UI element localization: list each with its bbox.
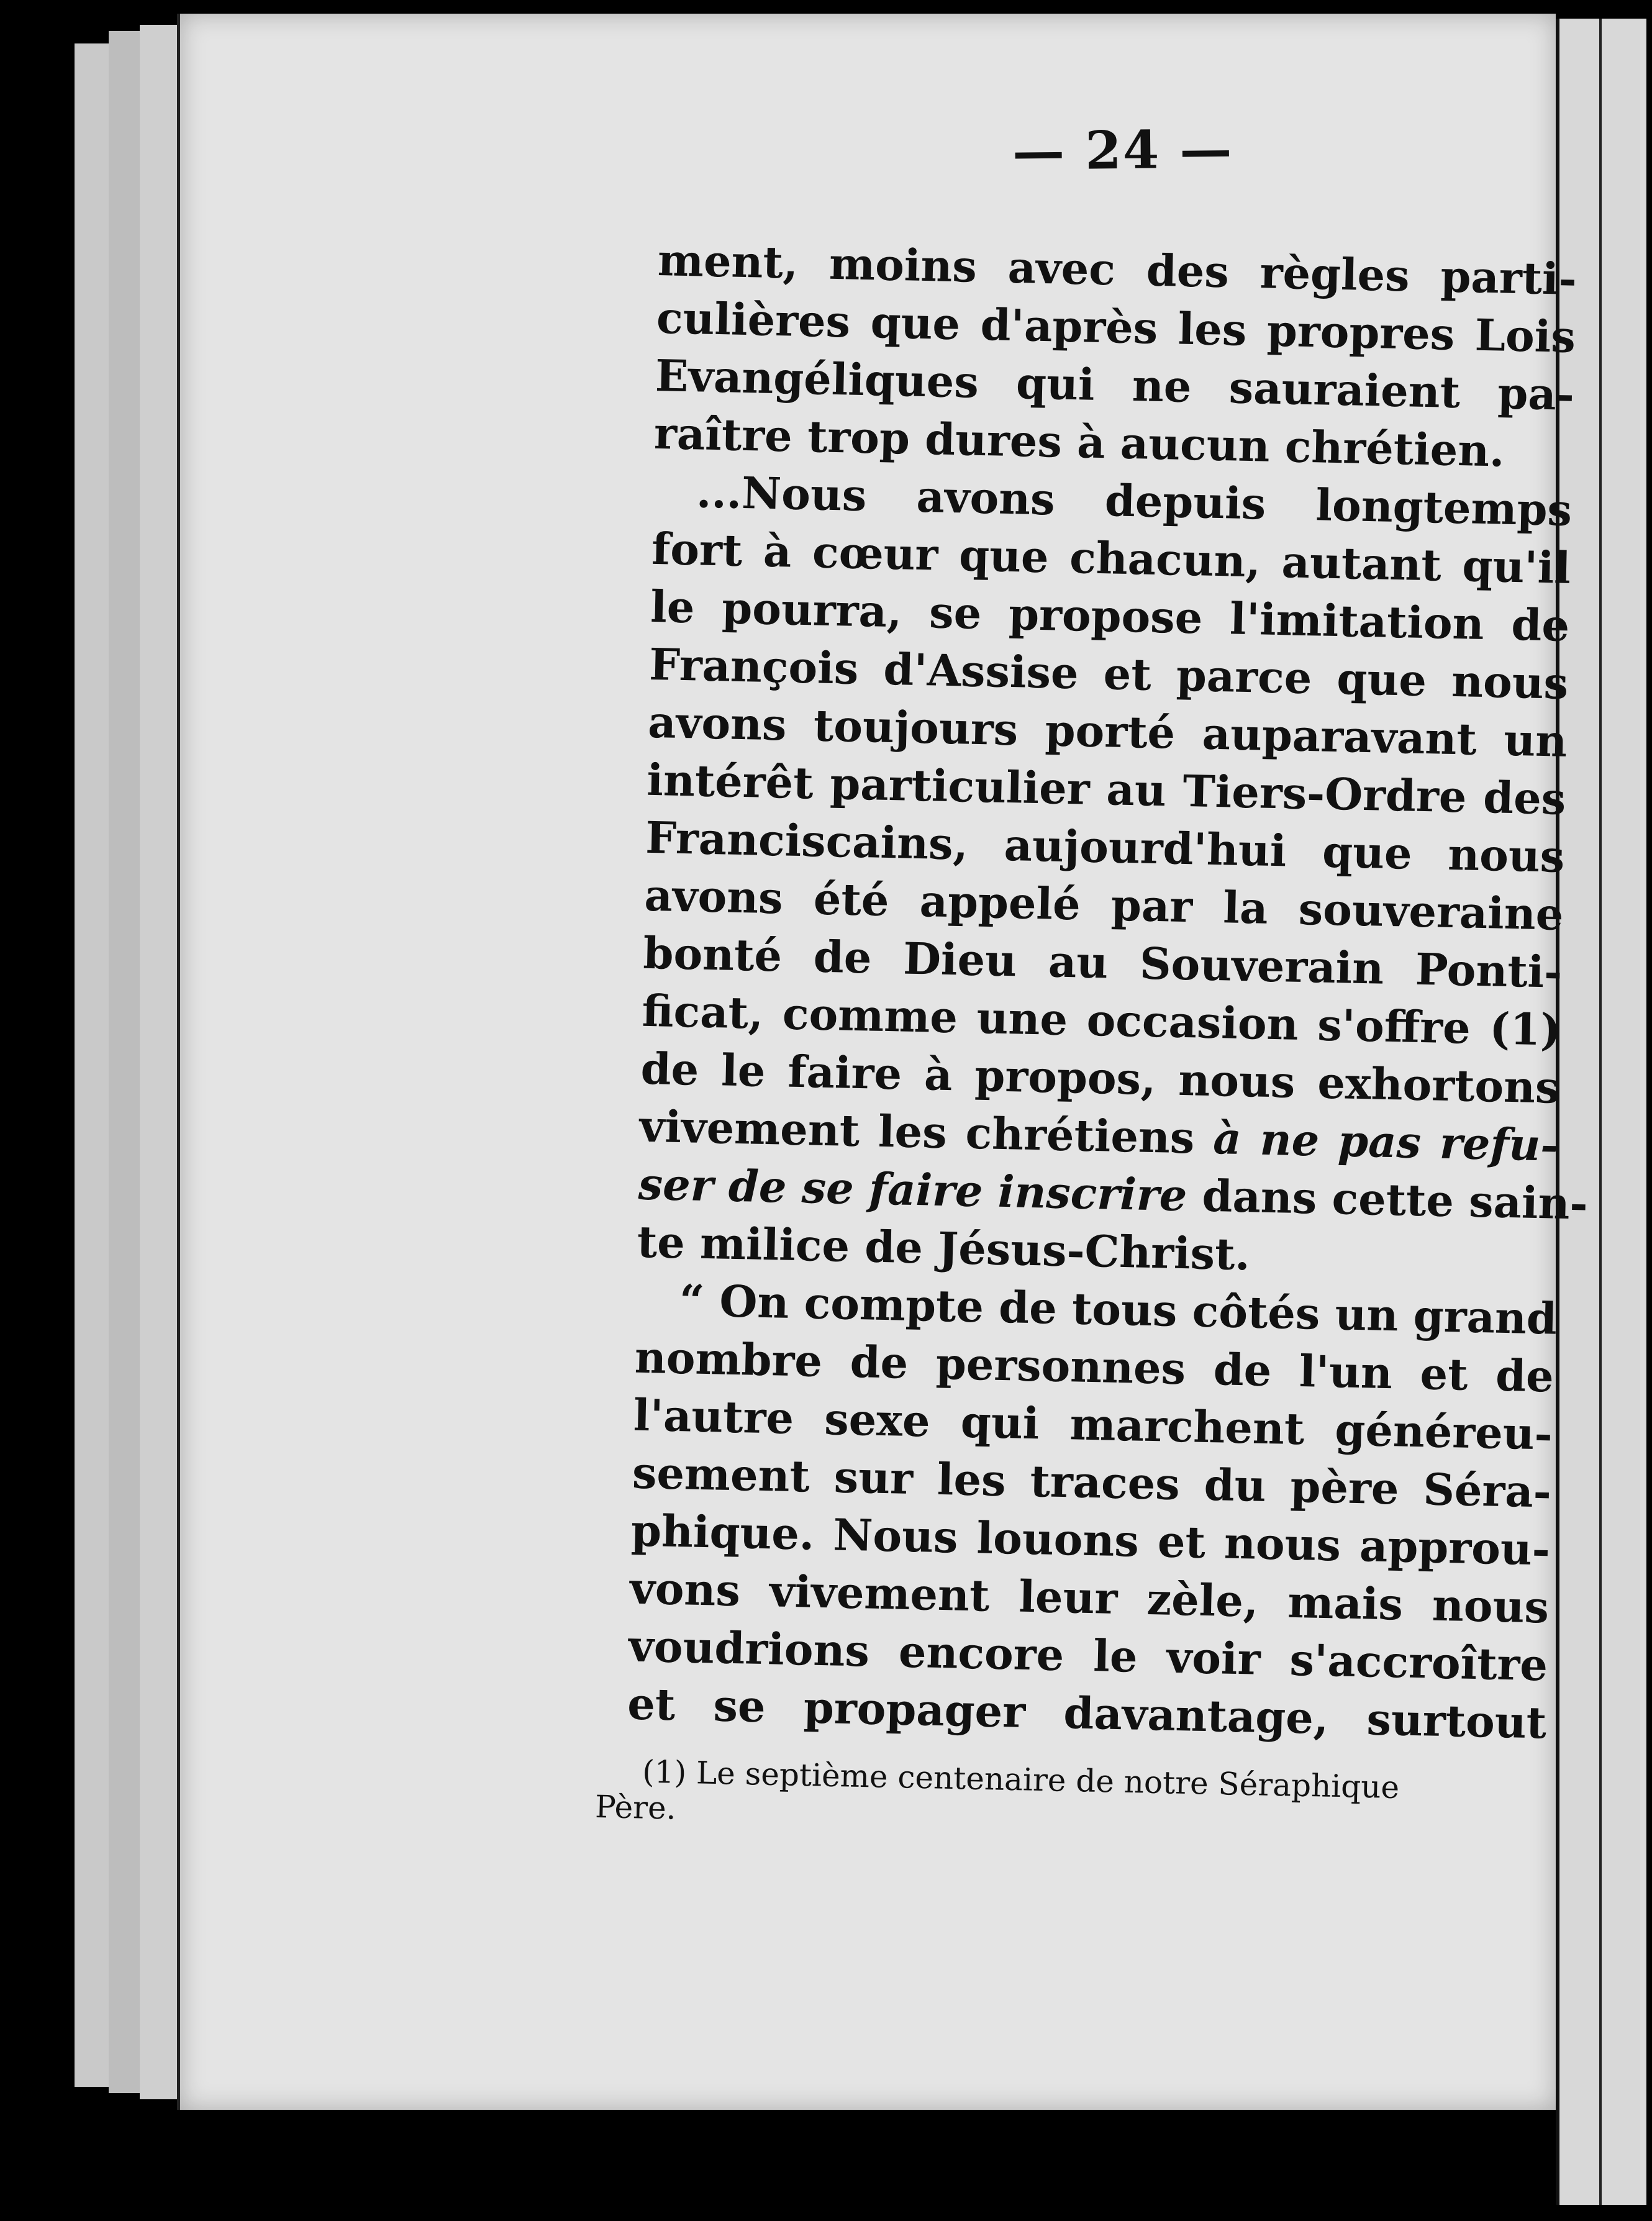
page-number: — 24 —	[1012, 118, 1233, 182]
text-line: voudrions encore le voir s'accroître	[628, 1620, 1548, 1691]
page-edge	[75, 43, 114, 2087]
text-line: Franciscains, aujourd'hui que nous	[645, 811, 1566, 883]
text-line: nombre de personnes de l'un et de	[634, 1331, 1554, 1402]
text-line: vons vivement leur zèle, mais nous	[629, 1562, 1550, 1633]
text-line: le pourra, se propose l'imitation de	[650, 580, 1570, 652]
text-line: bonté de Dieu au Souverain Ponti-	[642, 927, 1563, 998]
text-line: et se propager davantage, surtout	[627, 1678, 1547, 1749]
body-text	[627, 231, 1589, 1751]
text-line: avons été appelé par la souveraine	[643, 869, 1564, 940]
page-gutter-line	[1599, 19, 1602, 2205]
text-line: “ On compte de tous côtés un grand	[679, 1274, 1558, 1345]
text-line: fort à cœur que chacun, autant qu'il	[651, 522, 1571, 594]
text-line: culières que d'après les propres Lois	[656, 291, 1576, 363]
text-line: l'autre sexe qui marchent généreu-	[633, 1389, 1553, 1460]
text-line: ficat, comme une occasion s'offre (1)	[641, 984, 1562, 1056]
footnote-line: Père.	[594, 1788, 677, 1827]
text-line: phique. Nous louons et nous approu-	[630, 1504, 1551, 1576]
page-edge	[140, 25, 179, 2099]
text-line: ment, moins avec des règles parti-	[657, 234, 1577, 305]
italic-text-run: à ne pas refu-	[1212, 1112, 1559, 1171]
italic-text-run: ser de se faire inscrire	[637, 1158, 1188, 1222]
text-line: avons toujours porté auparavant un	[647, 696, 1568, 767]
footnote	[595, 1753, 1528, 1844]
text-run: dans cette sain-	[1201, 1170, 1589, 1230]
text-line: ...Nous avons depuis longtemps	[696, 466, 1573, 536]
text-run: vivement les chrétiens	[638, 1100, 1196, 1164]
text-line: intérêt particulier au Tiers-Ordre des	[646, 753, 1567, 825]
book-page	[177, 14, 1589, 2110]
text-line: sement sur les traces du père Séra-	[632, 1447, 1552, 1518]
text-line: te milice de Jésus-Christ.	[637, 1215, 1251, 1281]
text-line: François d'Assise et parce que nous	[648, 638, 1569, 709]
footnote-line: (1) Le septième centenaire de notre Séraphique	[642, 1753, 1400, 1806]
text-line: raître trop dures à aucun chrétien.	[653, 407, 1505, 477]
text-line: Evangéliques qui ne sauraient pa-	[655, 349, 1575, 420]
text-line: de le faire à propos, nous exhortons	[640, 1042, 1561, 1114]
